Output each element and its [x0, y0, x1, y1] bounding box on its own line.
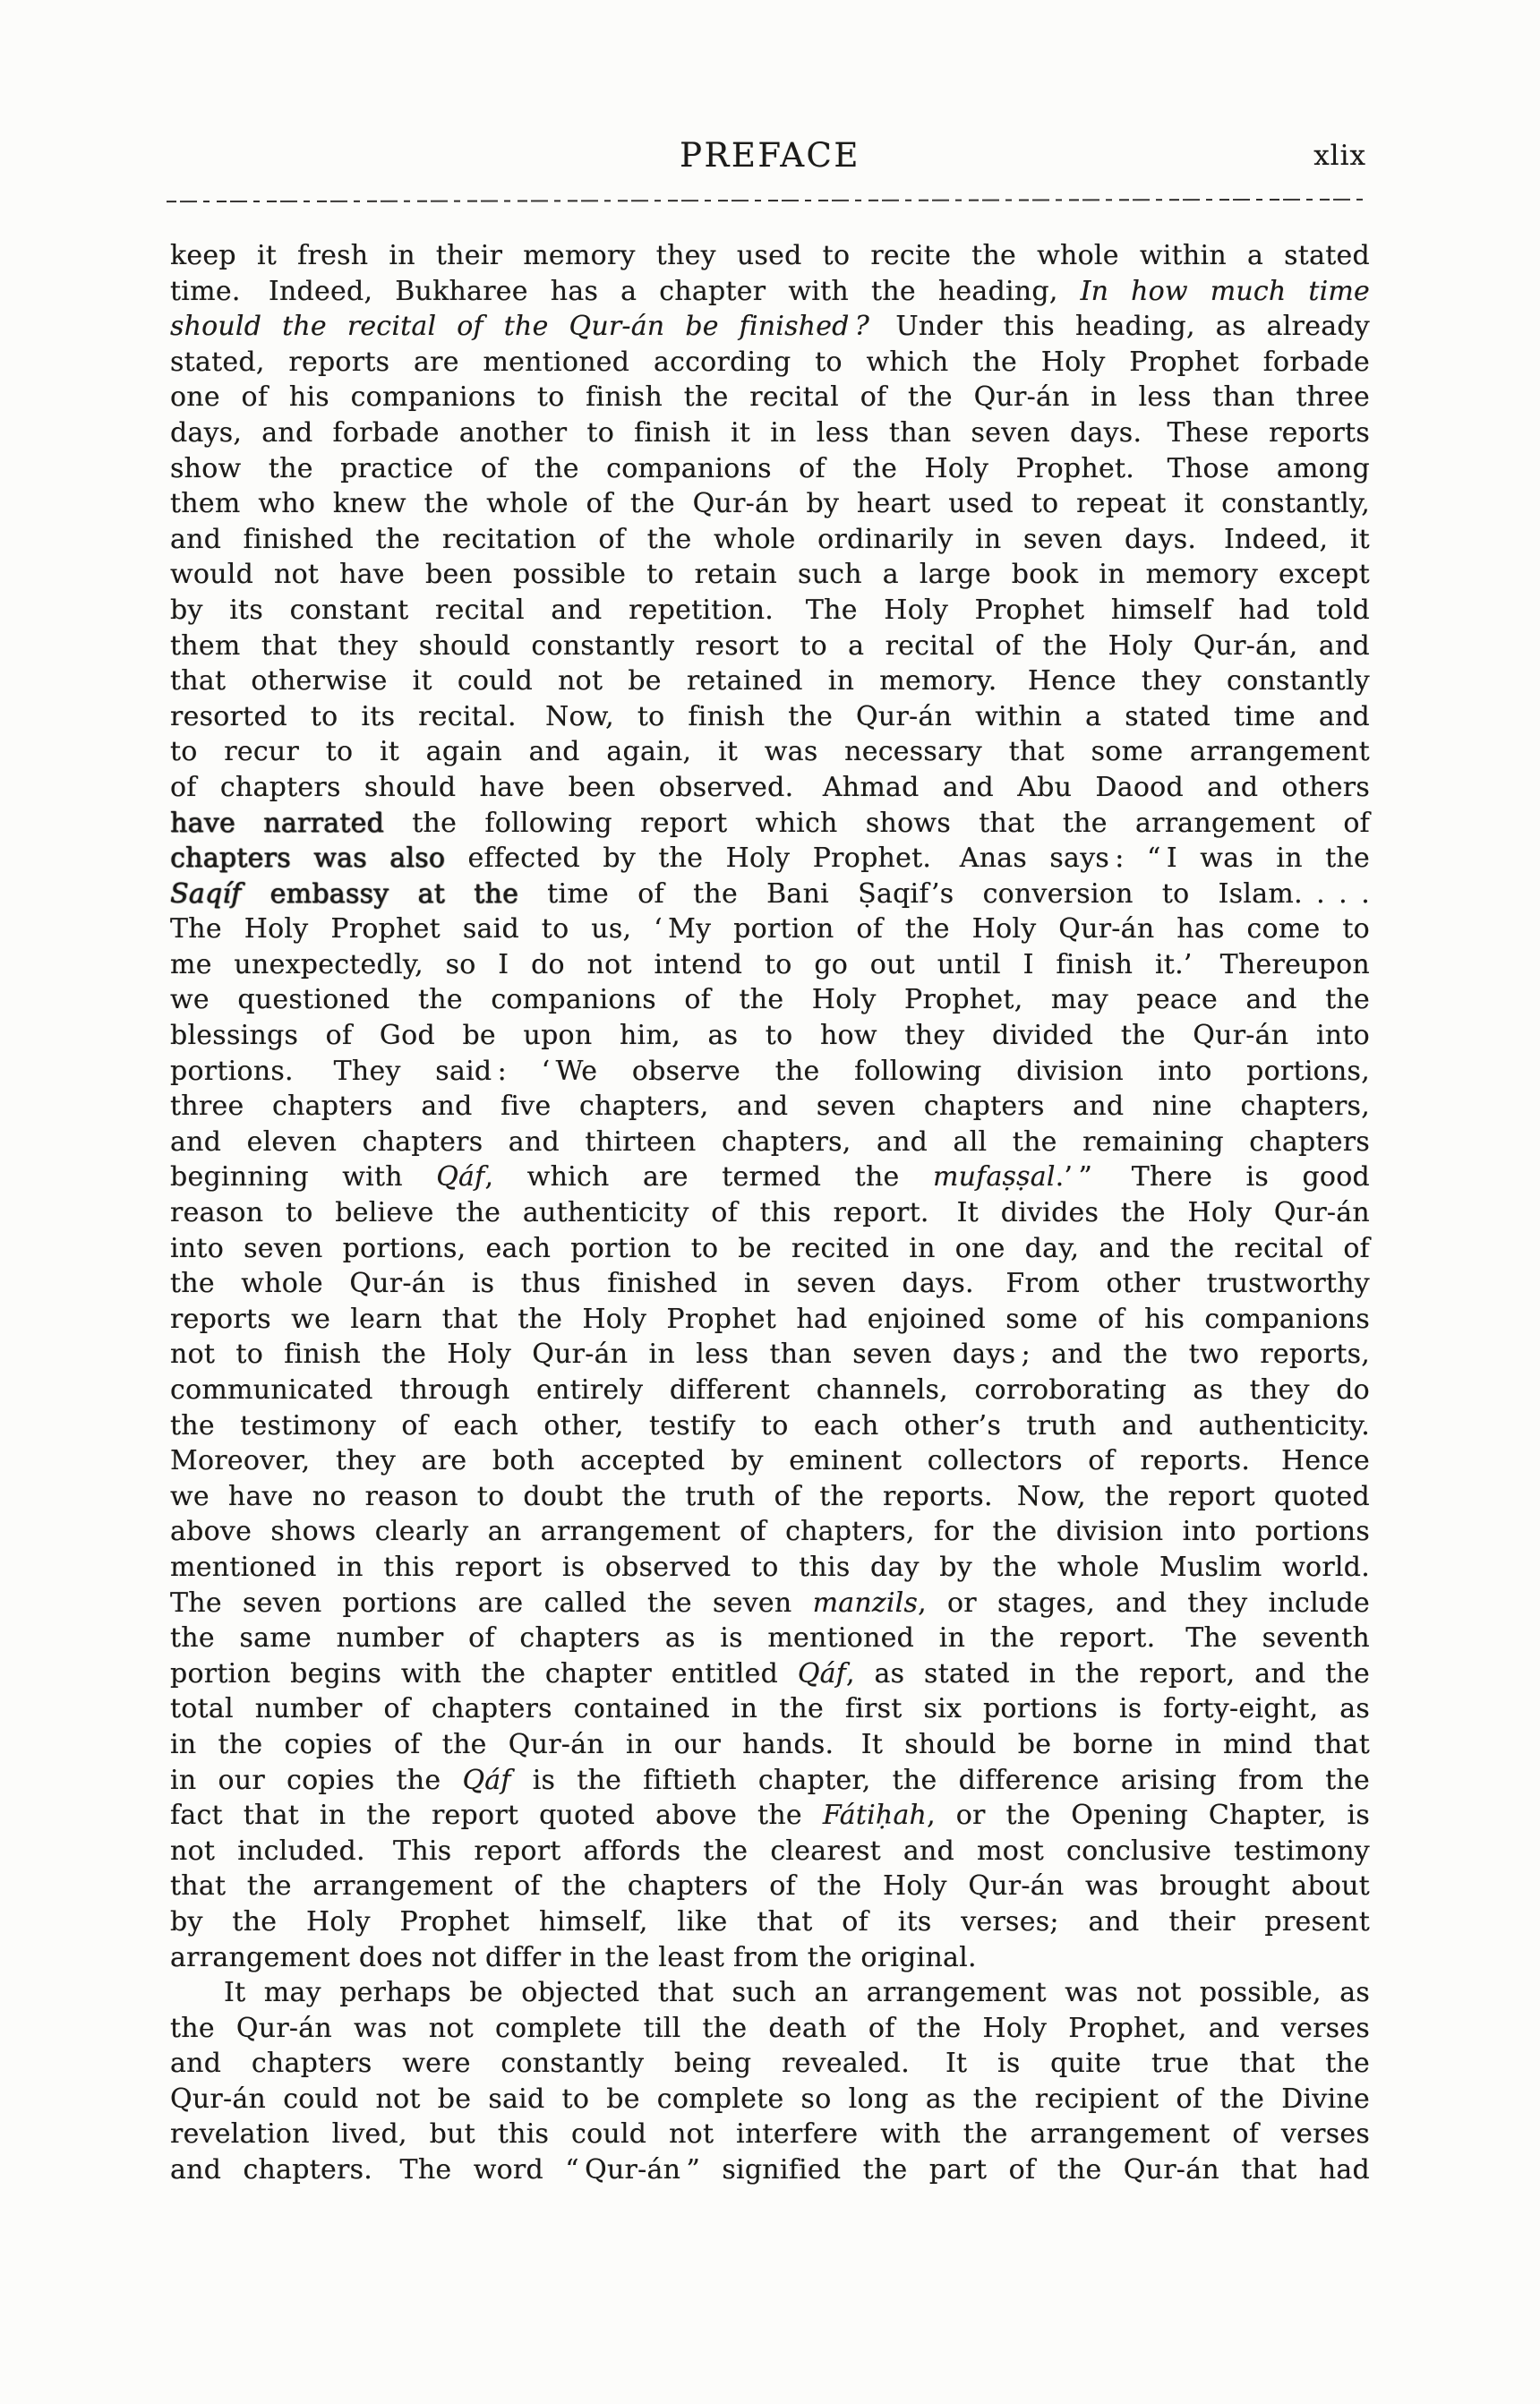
page-text: [170, 238, 1370, 2188]
text-run: and eleven chapters and thirteen chapters, and all the remaining chapters: [170, 1125, 1370, 1158]
text-run: would not have been possible to retain such a large book in memory except: [170, 559, 1370, 591]
text-run: , or stages, and they include: [918, 1587, 1370, 1619]
text-run: to recur to it again and again, it was necessary that some arrangement: [170, 736, 1370, 768]
text-line: [170, 806, 1370, 842]
text-line: [170, 1798, 1370, 1834]
text-run: not to finish the Holy Qur-án in less than seven days ; and the two reports,: [170, 1339, 1370, 1371]
text-line: [170, 1904, 1370, 1940]
text-run: blessings of God be upon him, as to how they divided the Qur-án into: [170, 1020, 1370, 1052]
text-run: effected by the Holy Prophet. Anas says : “ I was in the: [445, 843, 1370, 875]
text-run: the whole Qur-án is thus finished in seven days. From other trustworthy: [170, 1268, 1370, 1300]
text-line: [170, 663, 1370, 699]
text-run: time. Indeed, Bukharee has a chapter with the heading,: [170, 275, 1081, 307]
text-run: and chapters. The word “ Qur-án ” signified the part of the Qur-án that had: [170, 2154, 1370, 2186]
text-run: not included. This report affords the clearest and most conclusive testimony: [170, 1835, 1370, 1867]
text-run: three chapters and five chapters, and seven chapters and nine chapters,: [170, 1091, 1370, 1123]
text-line: [170, 1159, 1370, 1195]
italic-text-run: mufaṣṣal: [932, 1161, 1056, 1193]
text-line: [170, 2011, 1370, 2047]
text-line: [170, 1018, 1370, 1054]
text-run: and finished the recitation of the whole ordinarily in seven days. Indeed, it: [170, 523, 1370, 555]
text-run: total number of chapters contained in the first six portions is forty-eight, as: [170, 1693, 1370, 1725]
text-run: the same number of chapters as is mentioned in the report. The seventh: [170, 1622, 1370, 1655]
text-line: [170, 699, 1370, 735]
text-line: [170, 1373, 1370, 1408]
text-run: by its constant recital and repetition. The Holy Prophet himself had told: [170, 594, 1370, 626]
text-run: time of the Bani Ṣaqif’s conversion to Islam. . . .: [518, 877, 1370, 910]
text-run: , which are termed the: [484, 1161, 933, 1193]
text-run: communicated through entirely different channels, corroborating as they do: [170, 1374, 1370, 1406]
text-run: we have no reason to doubt the truth of the reports. Now, the report quoted: [170, 1480, 1370, 1512]
text-run: in the copies of the Qur-án in our hands. It should be borne in mind that: [170, 1728, 1370, 1760]
text-line: [170, 947, 1370, 983]
text-run: The Holy Prophet said to us, ‘ My portion of the Holy Qur-án has come to: [170, 913, 1370, 945]
text-line: [170, 1195, 1370, 1231]
text-line: [170, 1656, 1370, 1692]
text-run: portions. They said : ‘ We observe the following division into portions,: [170, 1055, 1370, 1087]
italic-text-run: Qáf: [436, 1161, 485, 1193]
text-run: The seven portions are called the seven: [170, 1587, 813, 1619]
text-run: Moreover, they are both accepted by eminent collectors of reports. Hence: [170, 1445, 1370, 1477]
text-line: [170, 1266, 1370, 1302]
text-line: [170, 2117, 1370, 2152]
text-line: [170, 1302, 1370, 1338]
text-run: of chapters should have been observed. Ahmad and Abu Daood and others: [170, 771, 1370, 803]
text-run: chapters was also: [170, 843, 446, 875]
text-run: above shows clearly an arrangement of chapters, for the division into portions: [170, 1516, 1370, 1548]
text-line: [170, 877, 1370, 912]
text-run: one of his companions to finish the recital of the Qur-án in less than three: [170, 381, 1370, 414]
text-line: [170, 415, 1370, 451]
text-run: reason to believe the authenticity of this report. It divides the Holy Qur-án: [170, 1197, 1370, 1229]
text-run: .’ ” There is good: [1055, 1161, 1370, 1193]
text-run: is the fiftieth chapter, the difference arising from the: [510, 1764, 1370, 1796]
text-run: the Qur-án was not complete till the death of the Holy Prophet, and verses: [170, 2012, 1370, 2044]
text-line: [170, 1550, 1370, 1586]
page-header: [170, 134, 1370, 177]
text-line: [170, 1834, 1370, 1869]
text-run: days, and forbade another to finish it in less than seven days. These reports: [170, 416, 1370, 449]
text-run: , as stated in the report, and the: [846, 1657, 1370, 1690]
text-line: [170, 1443, 1370, 1479]
text-line: [170, 1869, 1370, 1904]
text-line: [170, 1231, 1370, 1267]
text-line: [170, 1940, 1370, 1976]
italic-text-run: Qáf: [797, 1657, 846, 1690]
italic-text-run: should the recital of the Qur-án be finished ?: [170, 311, 870, 343]
text-line: [170, 1408, 1370, 1444]
text-run: revelation lived, but this could not interfere with the arrangement of verses: [170, 2118, 1370, 2151]
page-number: xlix: [1313, 140, 1366, 172]
italic-text-run: Saqíf: [170, 877, 242, 910]
text-run: that the arrangement of the chapters of the Holy Qur-án was brought about: [170, 1870, 1370, 1903]
text-line: [170, 1727, 1370, 1763]
text-line: [170, 1586, 1370, 1621]
text-run: portion begins with the chapter entitled: [170, 1657, 798, 1690]
text-line: [170, 629, 1370, 664]
text-run: Qur-án could not be said to be complete so long as the recipient of the Divine: [170, 2083, 1370, 2115]
text-run: arrangement does not differ in the least from the original.: [170, 1941, 977, 1973]
text-run: It may perhaps be objected that such an arrangement was not possible, as: [224, 1977, 1370, 2009]
text-line: [170, 238, 1370, 274]
italic-text-run: Fátiḥah: [822, 1800, 928, 1832]
text-line: [170, 486, 1370, 522]
text-run: , or the Opening Chapter, is: [927, 1800, 1370, 1832]
text-line: [170, 1621, 1370, 1656]
body-lines: [170, 238, 1370, 2188]
italic-text-run: manzils: [812, 1587, 919, 1619]
text-line: [170, 380, 1370, 415]
text-line: [170, 593, 1370, 629]
text-run: into seven portions, each portion to be recited in one day, and the recital of: [170, 1232, 1370, 1264]
text-run: in our copies the: [170, 1764, 463, 1796]
text-run: keep it fresh in their memory they used to recite the whole within a stated: [170, 240, 1370, 271]
text-run: by the Holy Prophet himself, like that of its verses; and their present: [170, 1905, 1370, 1938]
page-title: PREFACE: [680, 136, 860, 175]
text-line: [170, 274, 1370, 310]
text-run: and chapters were constantly being revealed. It is quite true that the: [170, 2048, 1370, 2080]
text-line: [170, 2152, 1370, 2188]
text-line: [170, 1975, 1370, 2011]
text-line: [170, 522, 1370, 558]
italic-text-run: Qáf: [462, 1764, 511, 1796]
text-run: we questioned the companions of the Holy Prophet, may peace and the: [170, 984, 1370, 1016]
text-line: [170, 1125, 1370, 1160]
text-line: [170, 1479, 1370, 1515]
text-line: [170, 309, 1370, 345]
text-line: [170, 2082, 1370, 2117]
text-line: [170, 734, 1370, 770]
text-line: [170, 1763, 1370, 1799]
text-run: have narrated: [170, 807, 384, 839]
text-line: [170, 557, 1370, 593]
text-run: mentioned in this report is observed to this day by the whole Muslim world.: [170, 1551, 1370, 1583]
text-line: [170, 1514, 1370, 1550]
text-line: [170, 841, 1370, 877]
text-run: fact that in the report quoted above the: [170, 1800, 823, 1832]
text-run: show the practice of the companions of the Holy Prophet. Those among: [170, 452, 1370, 484]
text-run: me unexpectedly, so I do not intend to go out until I finish it.’ Thereupon: [170, 948, 1370, 980]
text-run: stated, reports are mentioned according to which the Holy Prophet forbade: [170, 346, 1370, 378]
text-run: them who knew the whole of the Qur-án by heart used to repeat it constantly,: [170, 488, 1370, 520]
text-run: reports we learn that the Holy Prophet had enjoined some of his companions: [170, 1303, 1370, 1335]
text-run: resorted to its recital. Now, to finish the Qur-án within a stated time and: [170, 700, 1370, 732]
text-line: [170, 451, 1370, 487]
text-run: that otherwise it could not be retained in memory. Hence they constantly: [170, 665, 1370, 697]
text-run: them that they should constantly resort to a recital of the Holy Qur-án, and: [170, 629, 1370, 662]
text-line: [170, 770, 1370, 806]
text-line: [170, 982, 1370, 1018]
text-line: [170, 1337, 1370, 1373]
text-line: [170, 345, 1370, 381]
text-line: [170, 1691, 1370, 1727]
text-line: [170, 1054, 1370, 1090]
text-run: the testimony of each other, testify to each other’s truth and authenticity.: [170, 1409, 1370, 1442]
text-run: the following report which shows that the arrangement of: [383, 807, 1370, 839]
text-line: [170, 1089, 1370, 1125]
text-run: beginning with: [170, 1161, 437, 1193]
text-line: [170, 2046, 1370, 2082]
text-run: Under this heading, as already: [869, 311, 1370, 343]
text-line: [170, 911, 1370, 947]
text-run: embassy at the: [241, 877, 518, 910]
italic-text-run: In how much time: [1080, 275, 1370, 307]
header-rule: [167, 198, 1368, 202]
